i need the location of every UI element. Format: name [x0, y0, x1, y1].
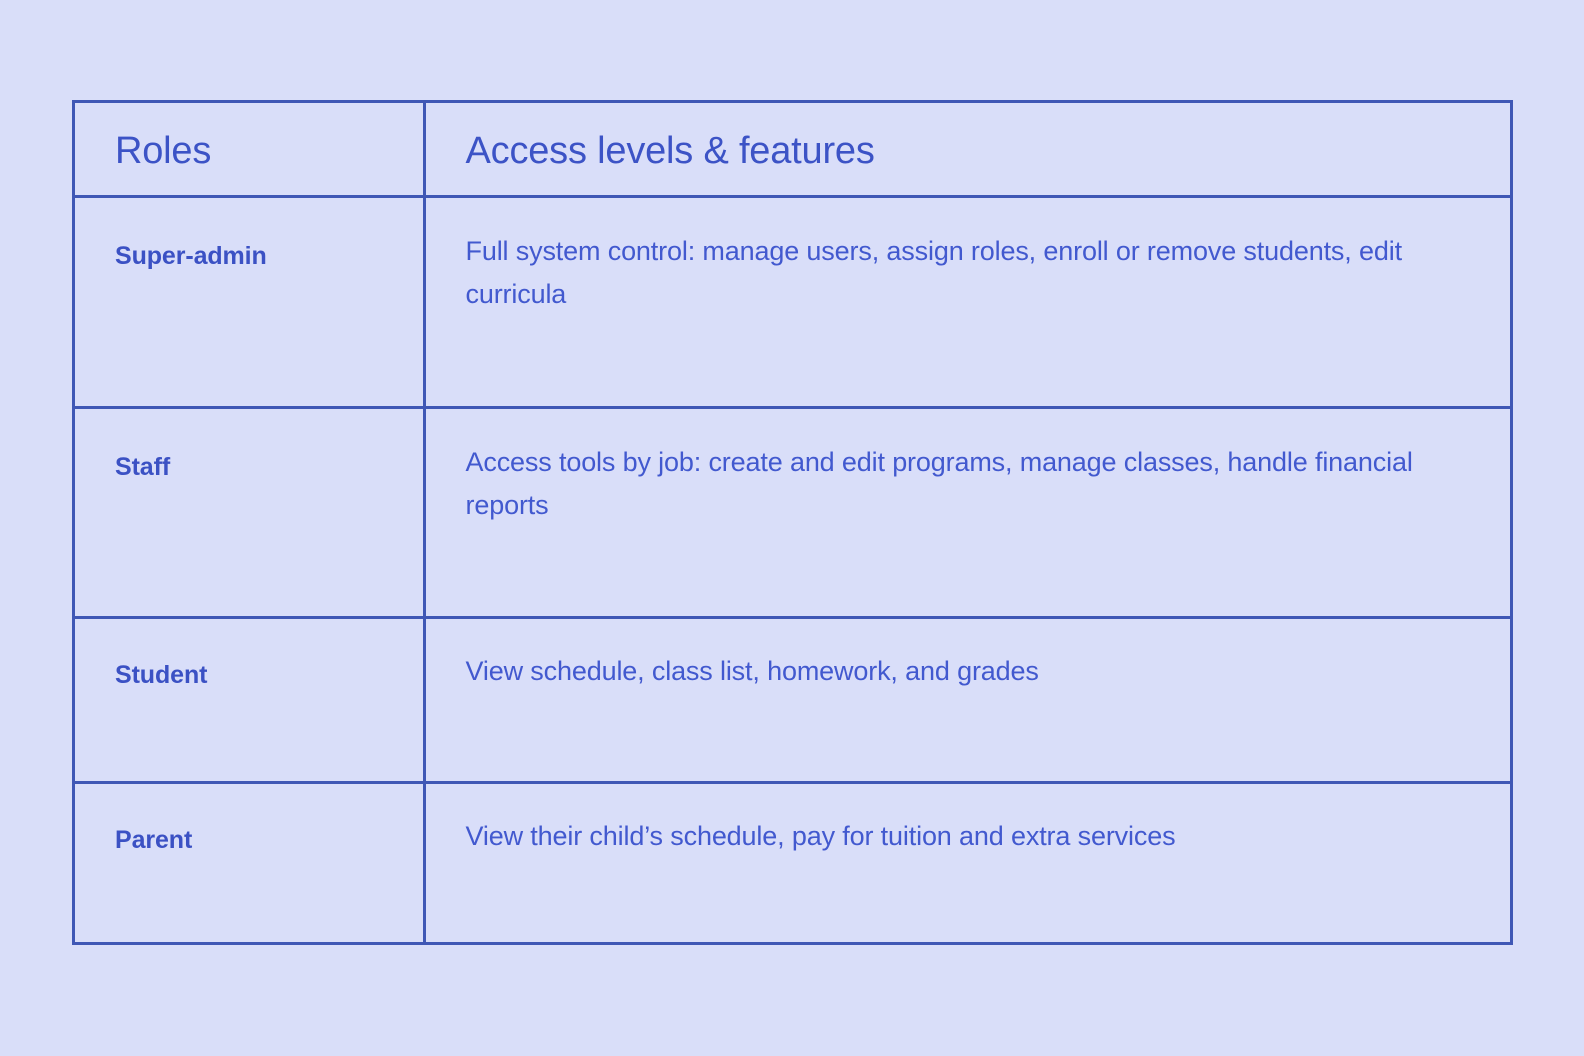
role-cell-staff: [75, 407, 424, 617]
access-cell-staff: [424, 407, 1510, 617]
role-label: Student: [115, 660, 208, 689]
access-description: Access tools by job: create and edit programs, manage classes, handle financial reports: [465, 446, 1413, 521]
column-header-access: [424, 103, 1510, 196]
role-cell-super-admin: [75, 196, 424, 407]
column-header-roles-label: Roles: [115, 130, 212, 172]
role-cell-student: [75, 617, 424, 782]
table-header-row: [75, 103, 1510, 196]
access-cell-super-admin: [424, 196, 1510, 407]
access-description: View their child’s schedule, pay for tuition and extra services: [465, 820, 1176, 851]
access-description: Full system control: manage users, assign roles, enroll or remove students, edit curricula: [465, 235, 1402, 310]
table-row: [75, 196, 1510, 407]
role-label: Parent: [115, 825, 193, 854]
role-label: Staff: [115, 452, 171, 481]
access-cell-student: [424, 617, 1510, 782]
table-row: [75, 617, 1510, 782]
role-label: Super-admin: [115, 241, 267, 270]
access-description: View schedule, class list, homework, and grades: [465, 655, 1039, 686]
column-header-roles: [75, 103, 424, 196]
access-cell-parent: [424, 782, 1510, 942]
table-row: [75, 407, 1510, 617]
table-row: [75, 782, 1510, 942]
role-cell-parent: [75, 782, 424, 942]
column-header-access-label: Access levels & features: [465, 130, 875, 172]
roles-access-table: [72, 100, 1513, 945]
